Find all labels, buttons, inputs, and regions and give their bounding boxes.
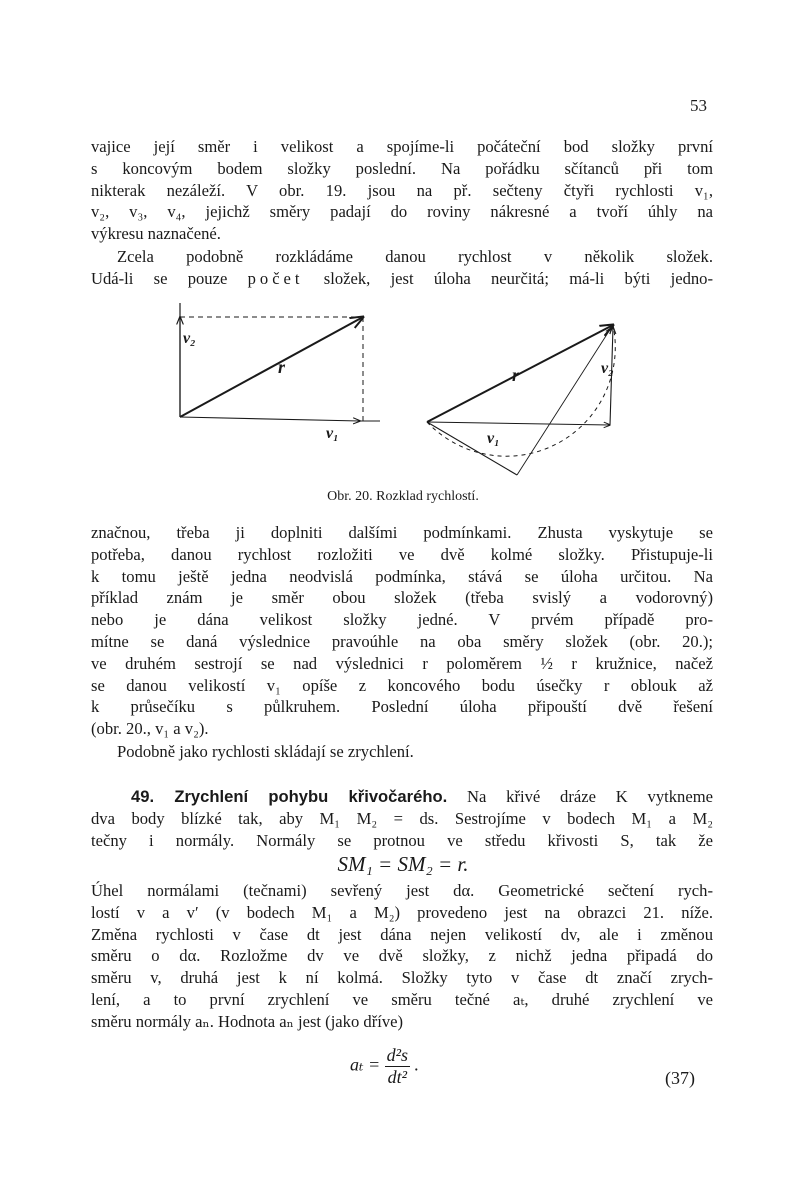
text-line: nebo je dána velikost složky jedné. V prvém případě pro-: [91, 610, 713, 630]
denominator: dt²: [387, 1067, 407, 1087]
label-r-right: r: [512, 365, 520, 385]
equation-sm: SM₁ = SM₂ = r.: [337, 852, 469, 876]
text-line: dva body blízké tak, aby M₁ M₂ = ds. Sestrojíme v bodech M₁ a M₂: [91, 808, 713, 828]
section-heading: 49. Zrychlení pohybu křivočarého.: [131, 787, 448, 806]
section-49: [91, 786, 713, 851]
text-line: směru normály aₙ. Hodnota aₙ jest (jako dříve): [91, 1011, 404, 1031]
text-line: [91, 268, 713, 290]
equation-suffix: .: [414, 1054, 419, 1075]
paragraph-3: [91, 522, 713, 740]
label-v2-right: v₂: [601, 360, 614, 377]
text-line: v₂, v₃, v₄, jejichž směry padají do roviny nákresné a tvoří úhly na: [91, 202, 713, 222]
text-run: Udá-li se pouze: [91, 268, 228, 288]
right-diagram: [427, 325, 615, 475]
text-line: lostí v a v′ (v bodech M₁ a M₂) provedeno jest na obrazci 21. níže.: [91, 902, 713, 922]
text-line: výkresu naznačené.: [91, 224, 221, 244]
paragraph-5: [91, 880, 713, 1033]
text-line: Podobně jako rychlosti skládají se zrychlení.: [117, 742, 414, 761]
text-line: (obr. 20., v₁ a v₂).: [91, 719, 209, 739]
text-line: s koncovým bodem složky poslední. Na pořádku sčítanců při tom: [91, 158, 713, 178]
text-line: Úhel normálami (tečnami) sevřený jest dα. Geometrické sečtení rych-: [91, 881, 713, 900]
equation-number: (37): [665, 1068, 695, 1088]
equation-lhs: aₜ =: [350, 1054, 381, 1075]
figure-caption: Obr. 20. Rozklad rychlostí.: [327, 489, 479, 504]
text-line: k průsečíku s půlkruhem. Poslední úloha připouští dvě řešení: [91, 697, 713, 717]
equation-37: [350, 1045, 419, 1088]
label-v1-right: v₁: [487, 430, 500, 447]
text-line: příklad znám je směr obou složek (třeba svislý a vodorovný): [91, 588, 713, 608]
paragraph-2: [91, 246, 713, 290]
label-r-left: r: [278, 357, 286, 377]
text-line: značnou, třeba ji doplniti dalšími podmínkami. Zhusta vyskytuje se: [91, 523, 713, 542]
text-line: k tomu ještě jedna neodvislá podmínka, stává se úloha určitou. Na: [91, 566, 713, 586]
text-line: nikterak nezáleží. V obr. 19. jsou na př. sečteny čtyři rychlosti v₁,: [91, 180, 713, 200]
text-line: tečny i normály. Normály se protnou ve středu křivosti S, tak že: [91, 830, 713, 850]
text-line: směru o dα. Rozložme dv ve dvě složky, z nichž jedna připadá do: [91, 946, 713, 966]
text-line: vajice její směr i velikost a spojíme-li počáteční bod složky první: [91, 137, 713, 156]
text-line: potřeba, danou rychlost rozložiti ve dvě kolmé složky. Přistupuje-li: [91, 544, 713, 564]
numerator: d²s: [386, 1045, 408, 1065]
text-line: mítne se daná výslednice pravoúhle na oba směry složek (obr. 20.);: [91, 631, 713, 651]
spaced-emphasis: počet: [247, 268, 304, 288]
page-number: 53: [690, 96, 707, 115]
paragraph-1: [91, 136, 713, 245]
figure-20-diagram: [160, 295, 660, 485]
text-line: Změna rychlosti v čase dt jest dána nejen velikostí dv, ale i změnou: [91, 924, 713, 944]
fraction: [385, 1045, 410, 1088]
text-line: ve druhém sestrojí se nad výslednici r poloměrem ½ r kružnice, načež: [91, 653, 713, 673]
text-line: směru v, druhá jest k ní kolmá. Složky tyto v čase dt značí zrych-: [91, 968, 713, 988]
label-v1-left: v₁: [326, 425, 339, 442]
text-run: složek, jest úloha neurčitá; má-li býti jedno-: [323, 268, 713, 288]
paragraph-4: [91, 741, 713, 763]
text-line: lení, a to první zrychlení ve směru tečné aₜ, druhé zrychlení ve: [91, 989, 713, 1009]
text-line: [91, 786, 713, 808]
text-line: Zcela podobně rozkládáme danou rychlost v několik složek.: [117, 247, 713, 266]
text-line: se danou velikostí v₁ opíše z koncového bodu úsečky r oblouk až: [91, 675, 713, 695]
text-run: Na křivé dráze K vytkneme: [467, 787, 713, 806]
label-v2-left: v₂: [183, 330, 196, 347]
